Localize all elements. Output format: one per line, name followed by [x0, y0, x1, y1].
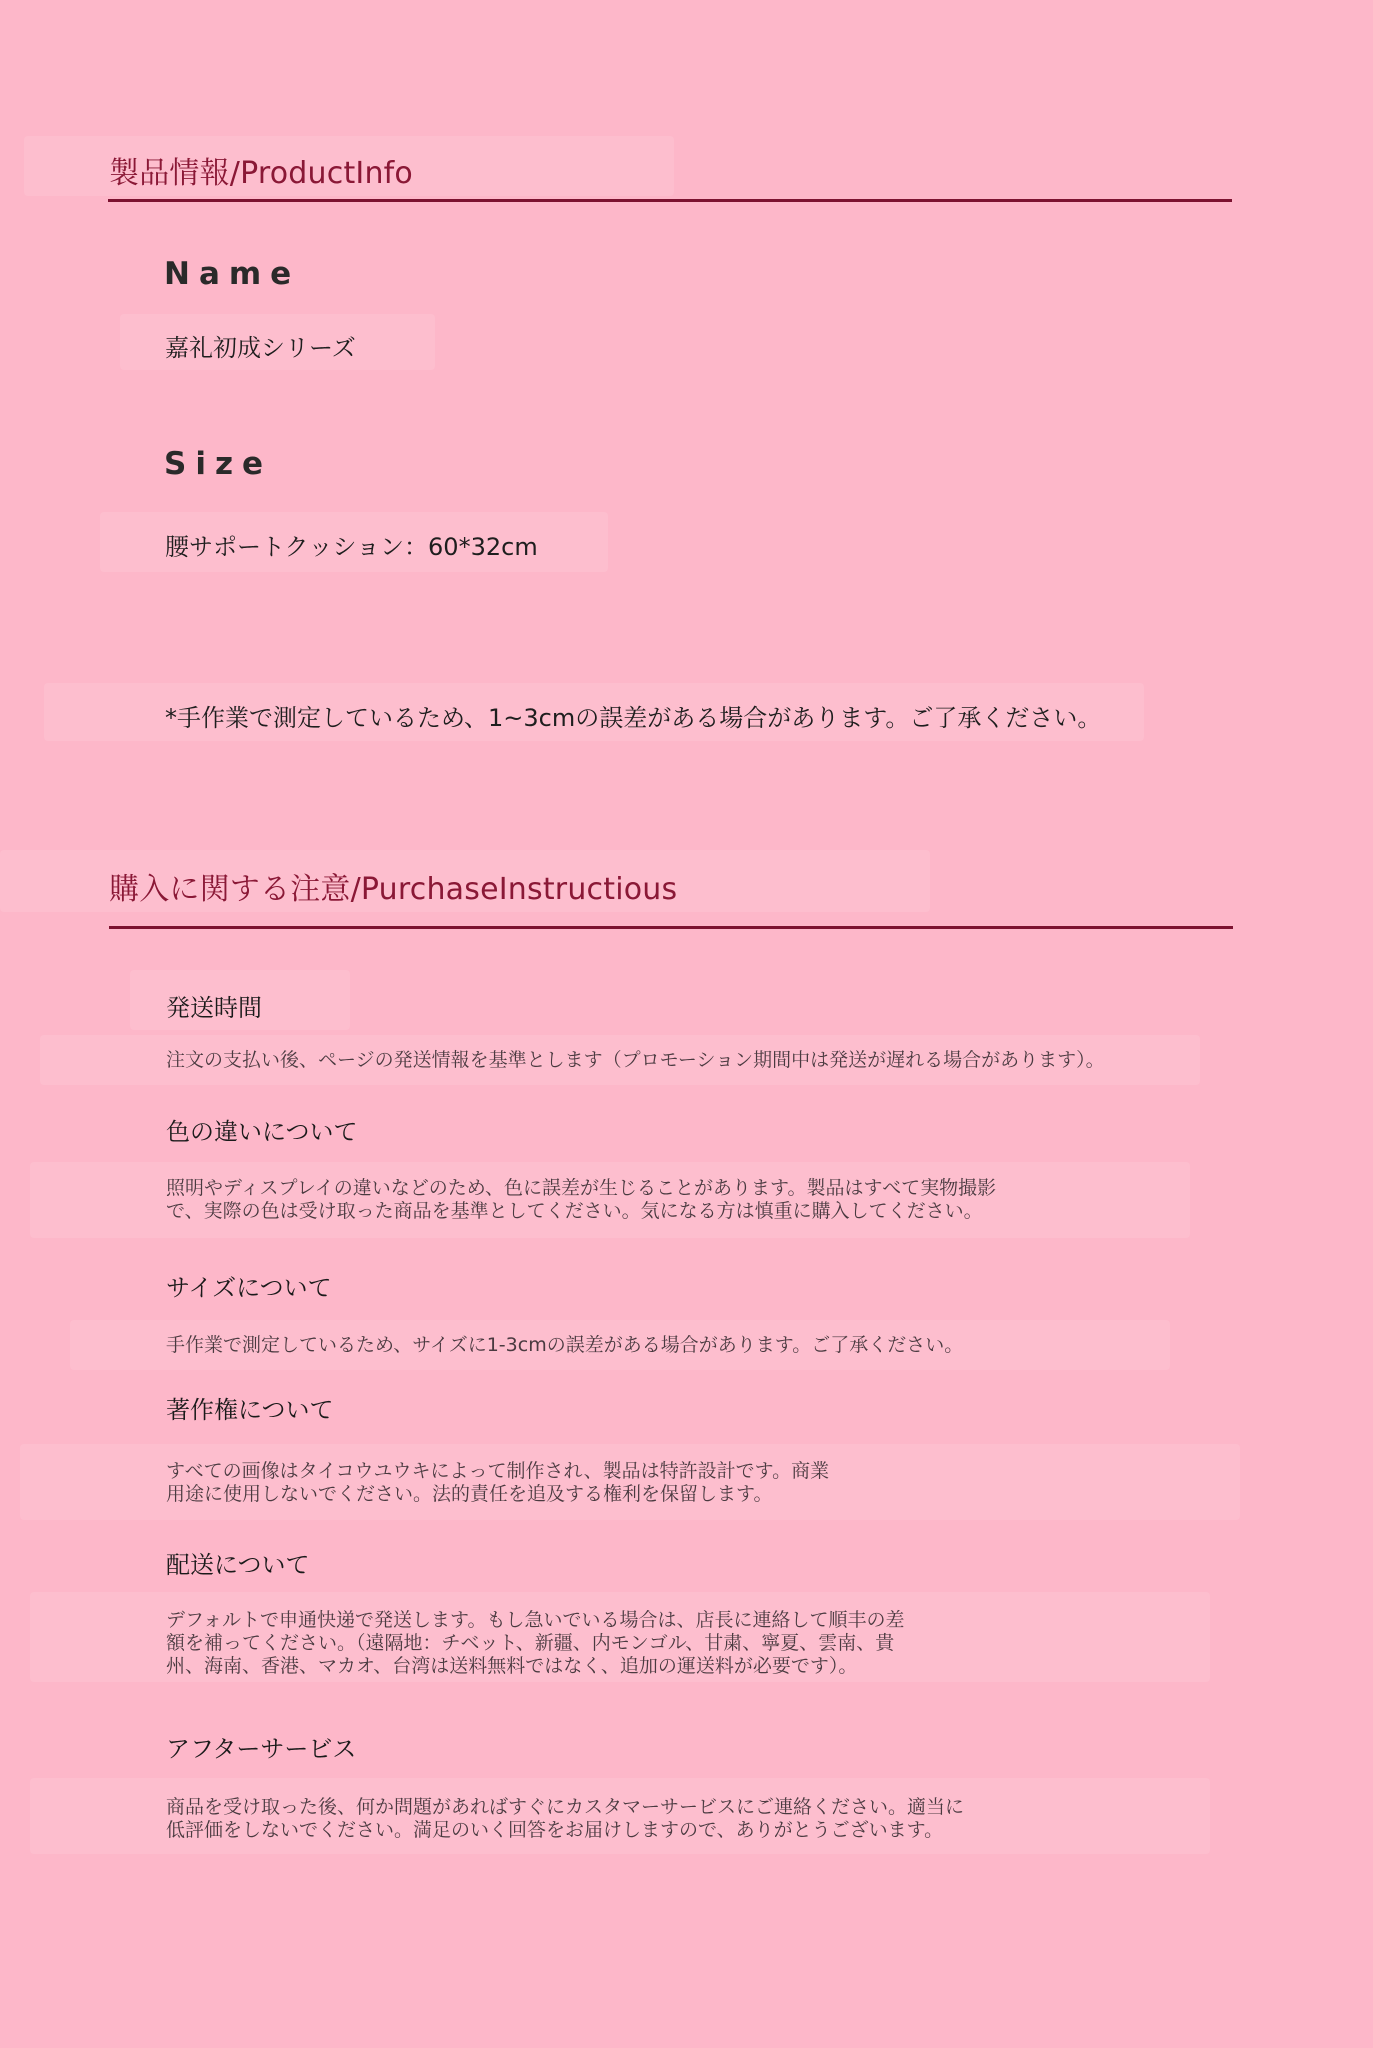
purchase-instructions-title: 購入に関する注意/PurchaseInstructious — [109, 872, 678, 907]
name-value: 嘉礼初成シリーズ — [165, 334, 356, 362]
after-service-body: 商品を受け取った後、何か問題があればすぐにカスタマーサービスにご連絡ください。適当に 低評価をしないでください。満足のいく回答をお届けしますので、ありがとうございます。 — [166, 1796, 965, 1841]
after-service-heading: アフターサービス — [166, 1735, 357, 1763]
measurement-note: *手作業で測定しているため、1~3cmの誤差がある場合があります。ご了承ください。 — [165, 704, 1102, 732]
purchase-instructions-divider — [109, 926, 1233, 929]
copyright-body: すべての画像はタイコウユウキによって制作され、製品は特許設計です。商業 用途に使用しないでください。法的責任を追及する権利を保留します。 — [166, 1460, 830, 1505]
product-info-title: 製品情報/ProductInfo — [109, 156, 413, 191]
product-info-divider — [108, 199, 1232, 202]
shipping-time-heading: 発送時間 — [166, 994, 262, 1022]
color-difference-heading: 色の違いについて — [166, 1118, 358, 1146]
delivery-heading: 配送について — [166, 1551, 310, 1579]
size-notice-body: 手作業で測定しているため、サイズに1-3cmの誤差がある場合があります。ご了承ください。 — [166, 1334, 964, 1356]
name-label: Name — [164, 256, 301, 292]
delivery-body: デフォルトで申通快递で発送します。もし急いでいる場合は、店長に連絡して順丰の差 額を補ってください。（遠隔地：チベット、新疆、内モンゴル、甘粛、寧夏、雲南、貴 州、海南、香港、マカオ、台湾は送料無料ではなく、追加の運送料が必要です）。 — [166, 1609, 905, 1677]
shipping-time-body: 注文の支払い後、ページの発送情報を基準とします（プロモーション期間中は発送が遅れる場合があります）。 — [166, 1049, 1105, 1071]
color-difference-body: 照明やディスプレイの違いなどのため、色に誤差が生じることがあります。製品はすべて実物撮影 で、実際の色は受け取った商品を基準としてください。気になる方は慎重に購入してください。 — [166, 1177, 997, 1222]
copyright-heading: 著作権について — [166, 1396, 334, 1424]
size-label: Size — [164, 446, 273, 482]
size-value: 腰サポートクッション：60*32cm — [165, 533, 538, 561]
size-notice-heading: サイズについて — [166, 1274, 332, 1302]
